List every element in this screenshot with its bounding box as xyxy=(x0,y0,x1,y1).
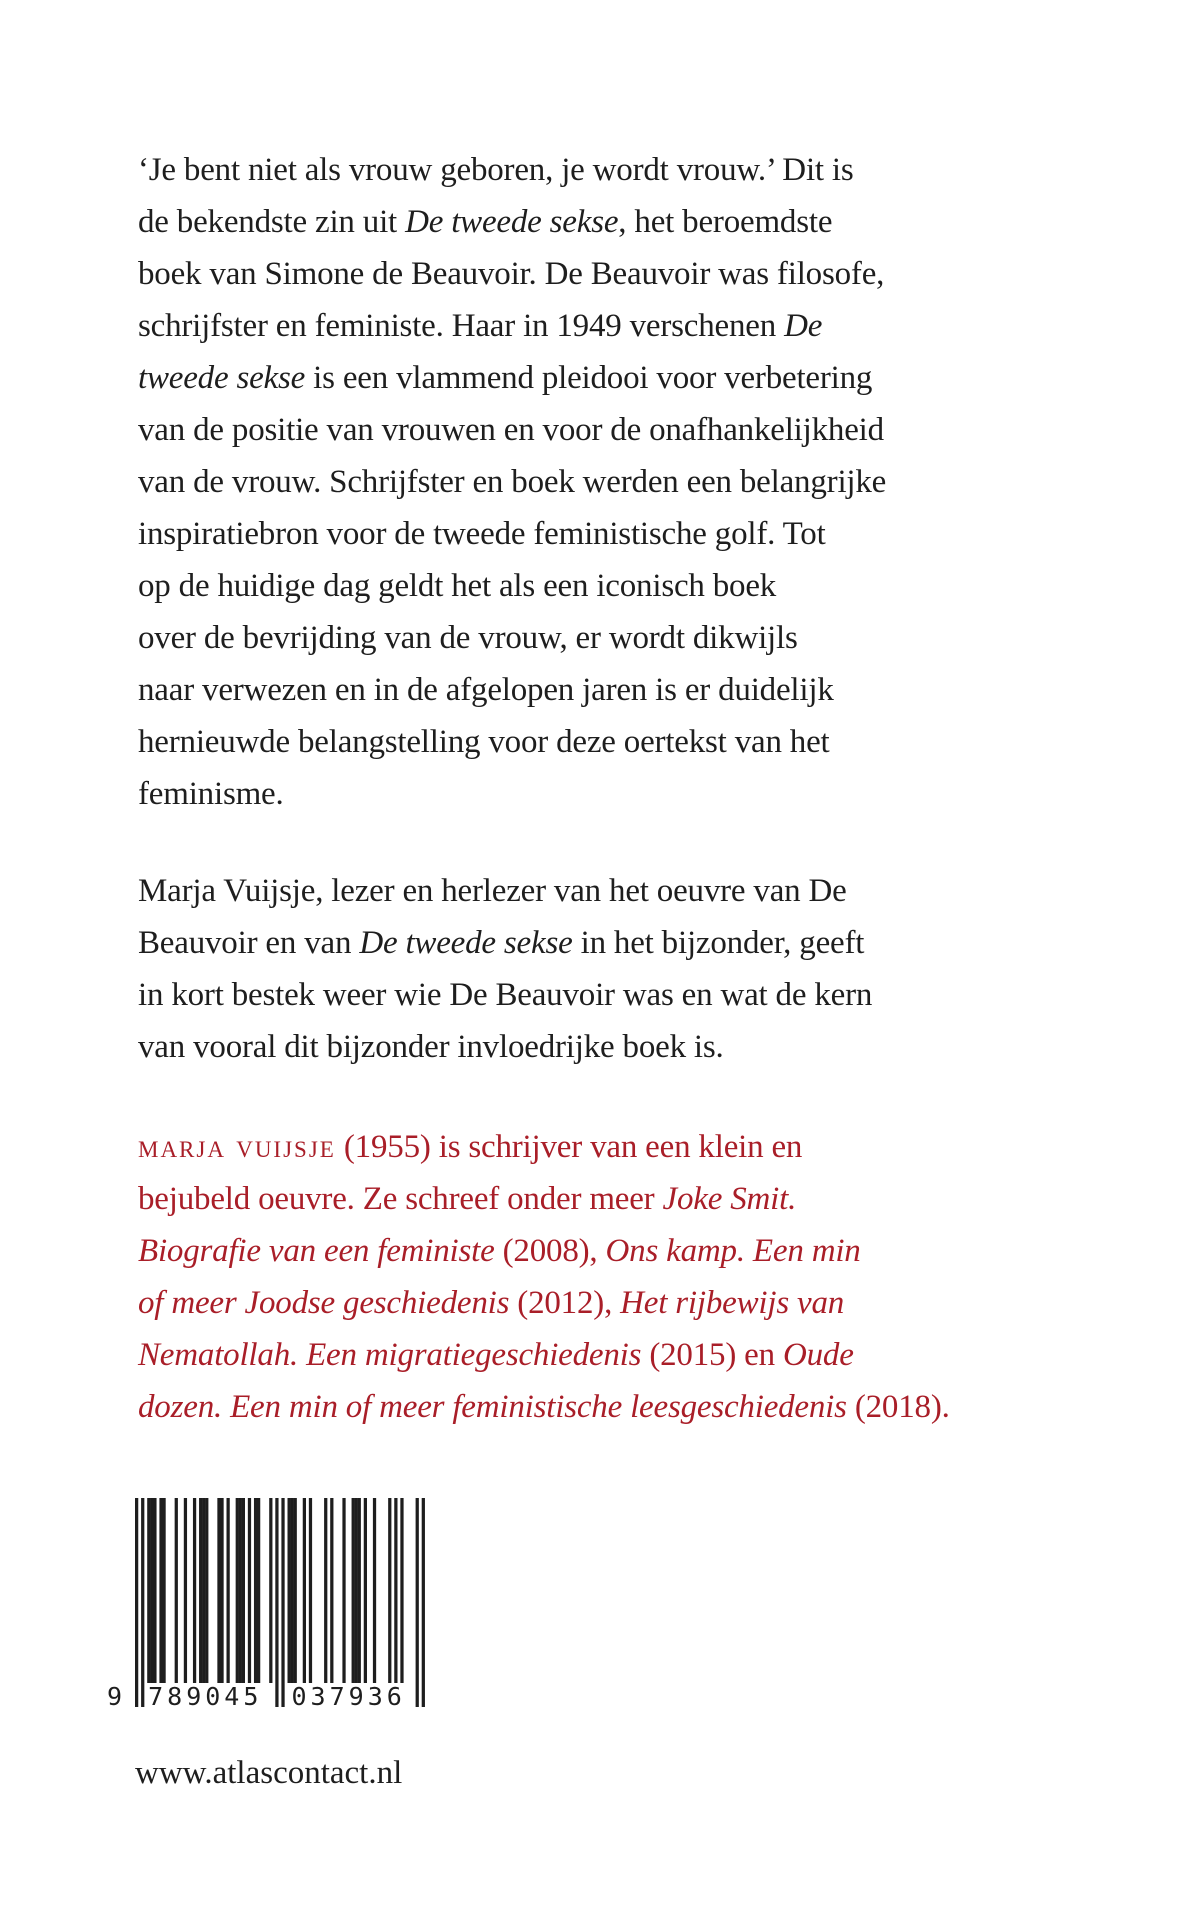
paragraph2-line xyxy=(138,1031,724,1064)
text-run: Beauvoir en van xyxy=(138,925,360,961)
bio-line xyxy=(138,1235,861,1268)
paragraph1-line xyxy=(138,518,826,551)
text-run: hernieuwde belangstelling voor deze oertekst van het xyxy=(138,724,830,760)
italic-title: of meer Joodse geschiedenis xyxy=(138,1285,510,1321)
italic-title: De tweede sekse xyxy=(359,925,573,961)
text-run: inspiratiebron voor de tweede feministische golf. Tot xyxy=(138,516,826,552)
paragraph1-line xyxy=(138,726,830,759)
text-run: feminisme. xyxy=(138,776,284,812)
text-run: naar verwezen en in de afgelopen jaren is er duidelijk xyxy=(138,672,834,708)
barcode-bars xyxy=(135,1498,425,1707)
text-run: bejubeld oeuvre. Ze schreef onder meer xyxy=(138,1181,663,1217)
italic-title: dozen. Een min of meer feministische leesgeschiedenis xyxy=(138,1389,847,1425)
paragraph1-line xyxy=(138,466,886,499)
italic-title: Joke Smit. xyxy=(662,1181,797,1217)
paragraph1-line xyxy=(138,258,884,291)
bio-line xyxy=(138,1391,950,1424)
text-run: (2018). xyxy=(846,1389,950,1425)
text-run: ‘Je bent niet als vrouw geboren, je wordt vrouw.’ Dit is xyxy=(138,152,854,188)
text-run: van de vrouw. Schrijfster en boek werden een belangrijke xyxy=(138,464,887,500)
text-run: in kort bestek weer wie De Beauvoir was en wat de kern xyxy=(138,977,873,1013)
paragraph1-line xyxy=(138,414,884,447)
text-run: (2012), xyxy=(509,1285,621,1321)
paragraph1-line xyxy=(138,154,854,187)
text-run: (2015) en xyxy=(641,1337,783,1373)
bio-line xyxy=(138,1131,802,1164)
barcode-right-digits: 037936 xyxy=(291,1682,406,1711)
paragraph1-line xyxy=(138,310,822,343)
italic-title: Het rijbewijs van xyxy=(620,1285,845,1321)
text-run: op de huidige dag geldt het als een iconisch boek xyxy=(138,568,777,604)
text-run: , het beroemdste xyxy=(618,204,833,240)
publisher-url[interactable]: www.atlascontact.nl xyxy=(135,1755,403,1791)
bio-line xyxy=(138,1183,796,1216)
paragraph1-line xyxy=(138,206,832,239)
paragraph2-line xyxy=(138,875,847,908)
italic-title: tweede sekse xyxy=(138,360,306,396)
text-run: over de bevrijding van de vrouw, er wordt dikwijls xyxy=(138,620,798,656)
italic-title: Oude xyxy=(782,1337,854,1373)
paragraph2-line xyxy=(138,927,864,960)
author-name: marja vuijsje xyxy=(138,1129,336,1165)
italic-title: De tweede sekse xyxy=(405,204,619,240)
paragraph1-line xyxy=(138,778,284,811)
bio-line xyxy=(138,1287,844,1320)
isbn-barcode xyxy=(100,1498,440,1713)
text-run: Marja Vuijsje, lezer en herlezer van het oeuvre van De xyxy=(138,873,847,909)
text-run: van vooral dit bijzonder invloedrijke boek is. xyxy=(138,1029,724,1065)
text-run: boek van Simone de Beauvoir. De Beauvoir was filosofe, xyxy=(138,256,885,292)
text-run: in het bijzonder, geeft xyxy=(572,925,865,961)
text-run: de bekendste zin uit xyxy=(138,204,406,240)
italic-title: Nematollah. Een migratiegeschiedenis xyxy=(138,1337,642,1373)
barcode-left-digits: 789045 xyxy=(148,1682,263,1711)
text-run: schrijfster en feministe. Haar in 1949 verschenen xyxy=(138,308,785,344)
text-run: (2008), xyxy=(494,1233,606,1269)
text-run: is een vlammend pleidooi voor verbetering xyxy=(305,360,873,396)
paragraph1-line xyxy=(138,674,834,707)
paragraph1-line xyxy=(138,622,798,655)
paragraph1-line xyxy=(138,570,776,603)
italic-title: De xyxy=(784,308,823,344)
bio-line xyxy=(138,1339,854,1372)
barcode-first-digit: 9 xyxy=(107,1682,123,1711)
text-run: (1955) is schrijver van een klein en xyxy=(335,1129,803,1165)
italic-title: Ons kamp. Een min xyxy=(605,1233,861,1269)
paragraph2-line xyxy=(138,979,872,1012)
paragraph1-line xyxy=(138,362,872,395)
text-run: van de positie van vrouwen en voor de onafhankelijkheid xyxy=(138,412,884,448)
italic-title: Biografie van een feministe xyxy=(138,1233,495,1269)
